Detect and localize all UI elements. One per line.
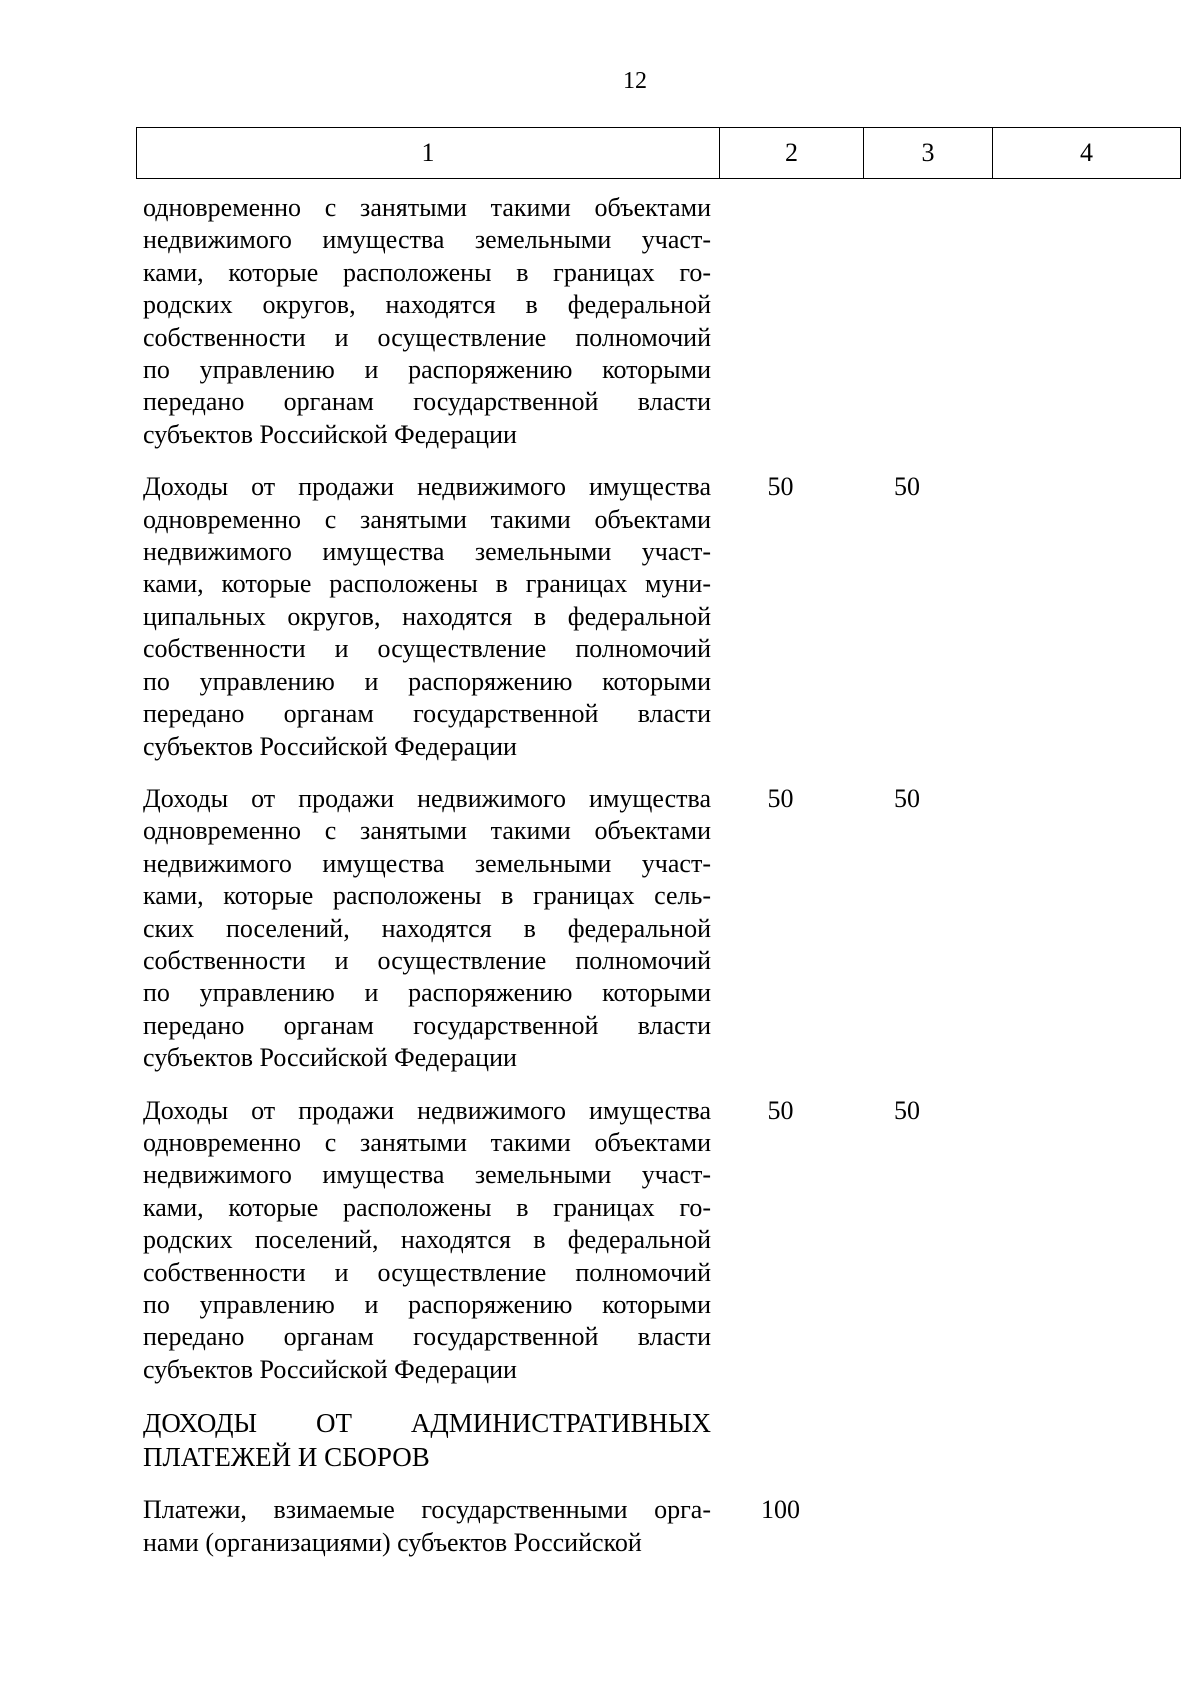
row-description-line: ками, которые расположены в границах го- [143,257,711,287]
row-description-line: ками, которые расположены в границах муни- [143,569,711,599]
row-description-line: родских поселений, находятся в федеральной [143,1225,711,1255]
table-rows [143,192,1183,1386]
table-row [143,471,1183,763]
row-description [143,192,711,451]
row-description [143,1095,711,1387]
table-row [143,1494,1183,1559]
row-description-line: одновременно с занятыми такими объектами [143,193,711,222]
section-heading [143,1406,711,1474]
row-description-line: собственности и осуществление полномочий [143,322,711,352]
row-value-col3: 50 [894,783,920,813]
row-description-line: собственности и осуществление полномочий [143,945,711,975]
table-row [143,783,1183,1075]
row-description [143,1494,711,1559]
row-description-line: родских округов, находятся в федеральной [143,290,711,320]
row-description-line: недвижимого имущества земельными участ- [143,1160,711,1190]
row-description-line: субъектов Российской Федерации [143,1354,517,1384]
row-description [143,471,711,763]
row-description-line: ками, которые расположены в границах го- [143,1192,711,1222]
row-description-line: недвижимого имущества земельными участ- [143,225,711,255]
row-description-line: собственности и осуществление полномочий [143,634,711,664]
row-value-col2: 50 [767,783,794,813]
row-description-line: одновременно с занятыми такими объектами [143,504,711,534]
row-description-line: по управлению и распоряжению которыми [143,666,711,696]
row-value-col3: 50 [894,472,920,502]
row-description-line: одновременно с занятыми такими объектами [143,816,711,846]
row-description-line: одновременно с занятыми такими объектами [143,1127,711,1157]
row-description-line: передано органам государственной власти [143,1010,711,1040]
row-description-line: Доходы от продажи недвижимого имущества [143,1095,711,1125]
column-header-3: 3 [864,128,993,179]
row-description-line: по управлению и распоряжению которыми [143,355,711,385]
column-header-1: 1 [137,128,720,179]
row-description-line: недвижимого имущества земельными участ- [143,848,711,878]
row-description [143,783,711,1075]
row-description-line: Доходы от продажи недвижимого имущества [143,783,711,813]
row-description-line: субъектов Российской Федерации [143,1043,517,1073]
table-row [143,1095,1183,1387]
row-value-col2: 50 [767,472,794,502]
column-header-2: 2 [720,128,864,179]
row-value-col3: 50 [894,1095,920,1125]
row-description-line: ками, которые расположены в границах сель- [143,881,711,911]
row-description-line: нами (организациями) субъектов Российской [143,1527,642,1557]
row-description-line: по управлению и распоряжению которыми [143,1290,711,1319]
row-description-line: ских поселений, находятся в федеральной [143,913,711,943]
page-number: 12 [623,68,647,94]
table-row [143,192,1183,451]
section-heading-line: ПЛАТЕЖЕЙ И СБОРОВ [143,1442,430,1473]
row-value-col2: 100 [761,1495,800,1525]
table-header [136,127,1181,179]
row-description-line: Платежи, взимаемые государственными орга- [143,1495,711,1525]
row-description-line: собственности и осуществление полномочий [143,1257,711,1287]
table-body [143,192,1183,1559]
row-description-line: передано органам государственной власти [143,699,711,729]
row-description-line: по управлению и распоряжению которыми [143,978,711,1008]
section-heading-row [143,1406,1183,1474]
row-description-line: передано органам государственной власти [143,1322,711,1352]
column-header-4: 4 [993,128,1181,179]
row-description-line: ципальных округов, находятся в федеральной [143,601,711,631]
row-description-line: субъектов Российской Федерации [143,731,517,761]
row-value-col2: 50 [767,1095,794,1125]
row-description-line: недвижимого имущества земельными участ- [143,537,711,567]
row-description-line: передано органам государственной власти [143,387,711,417]
row-description-line: субъектов Российской Федерации [143,419,517,449]
row-description-line: Доходы от продажи недвижимого имущества [143,472,711,502]
section-heading-line: ДОХОДЫ ОТ АДМИНИСТРАТИВНЫХ [143,1408,711,1439]
